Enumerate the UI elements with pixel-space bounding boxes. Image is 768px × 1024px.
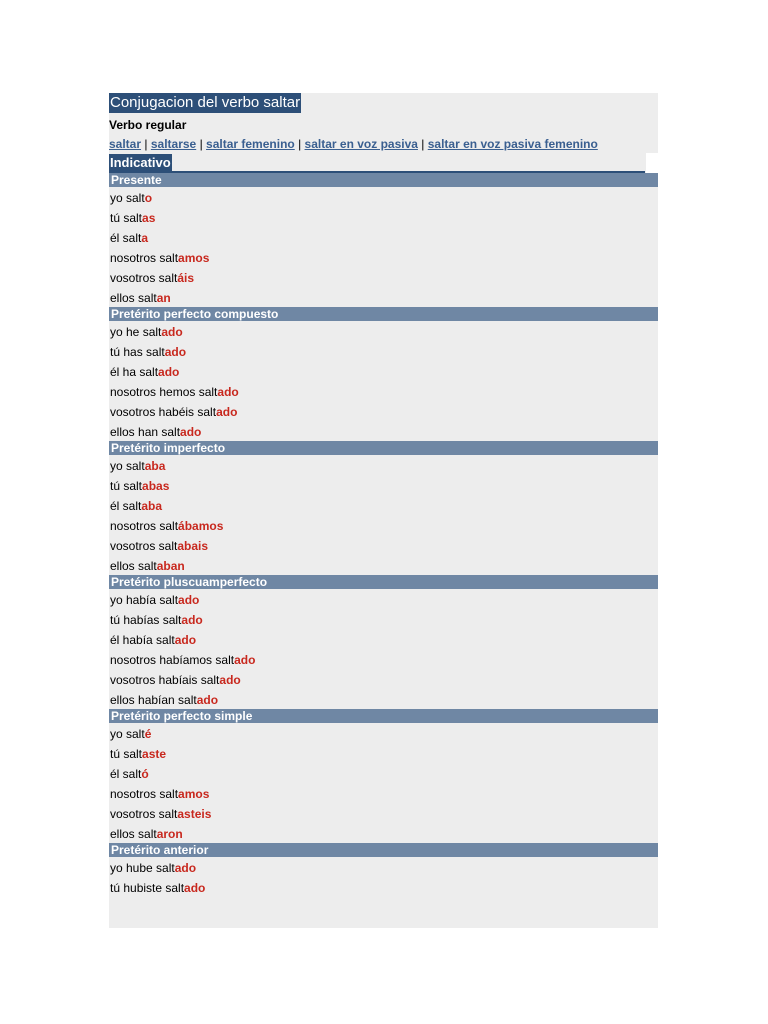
- link-saltar-femenino[interactable]: saltar femenino: [206, 137, 295, 151]
- tense-section: [109, 173, 658, 307]
- link-saltar-voz-pasiva[interactable]: saltar en voz pasiva: [304, 137, 418, 151]
- verb-ending: aba: [144, 459, 166, 473]
- verb-stem: él salt: [110, 767, 142, 781]
- verb-stem: yo salt: [110, 727, 145, 741]
- verb-stem: él ha salt: [110, 365, 159, 379]
- conjugation-row: [109, 267, 658, 287]
- conjugation-row: [109, 187, 658, 207]
- verb-stem: vosotros salt: [110, 271, 178, 285]
- tense-header: Pretérito pluscuamperfecto: [109, 575, 658, 589]
- conjugation-row: [109, 743, 658, 763]
- tense-section: [109, 575, 658, 709]
- conjugation-row: [109, 247, 658, 267]
- tense-section: [109, 307, 658, 441]
- conjugation-row: [109, 689, 658, 709]
- conjugation-row: [109, 629, 658, 649]
- conjugation-row: [109, 361, 658, 381]
- verb-stem: ellos habían salt: [110, 693, 197, 707]
- verb-ending: ado: [219, 673, 241, 687]
- verb-ending: an: [156, 291, 171, 305]
- verb-stem: ellos salt: [110, 291, 157, 305]
- mood-header: [109, 154, 658, 173]
- conjugation-row: [109, 535, 658, 555]
- tense-header: Presente: [109, 173, 658, 187]
- verb-stem: nosotros salt: [110, 787, 179, 801]
- conjugation-row: [109, 287, 658, 307]
- tense-section: [109, 441, 658, 575]
- conjugation-row: [109, 857, 658, 877]
- verb-stem: yo había salt: [110, 593, 179, 607]
- verb-stem: nosotros salt: [110, 519, 179, 533]
- link-separator: |: [421, 137, 425, 151]
- verb-stem: vosotros salt: [110, 807, 178, 821]
- mood-divider-gap: [646, 153, 658, 173]
- verb-type-label: Verbo regular: [109, 118, 187, 132]
- verb-stem: vosotros salt: [110, 539, 178, 553]
- verb-ending: ado: [174, 633, 197, 647]
- verb-ending: amos: [178, 787, 210, 801]
- related-links: [109, 134, 609, 154]
- verb-ending: ado: [180, 425, 202, 439]
- verb-ending: asteis: [177, 807, 212, 821]
- verb-stem: nosotros hemos salt: [110, 385, 218, 399]
- verb-stem: nosotros salt: [110, 251, 179, 265]
- conjugation-row: [109, 555, 658, 575]
- mood-title: Indicativo: [110, 155, 171, 170]
- verb-stem: tú has salt: [110, 345, 165, 359]
- conjugation-row: [109, 455, 658, 475]
- verb-stem: él salt: [110, 499, 142, 513]
- verb-ending: amos: [178, 251, 210, 265]
- conjugation-row: [109, 783, 658, 803]
- page-title: Conjugacion del verbo saltar: [110, 94, 301, 111]
- link-separator: |: [298, 137, 302, 151]
- verb-ending: ado: [178, 593, 200, 607]
- mood-divider: [109, 171, 645, 173]
- verb-stem: ellos han salt: [110, 425, 181, 439]
- verb-ending: aste: [142, 747, 167, 761]
- verb-ending: ado: [161, 325, 183, 339]
- conjugation-row: [109, 401, 658, 421]
- verb-stem: tú salt: [110, 479, 143, 493]
- verb-stem: vosotros habíais salt: [110, 673, 220, 687]
- conjugation-row: [109, 723, 658, 743]
- verb-stem: ellos salt: [110, 559, 157, 573]
- verb-ending: ado: [234, 653, 256, 667]
- verb-ending: aba: [141, 499, 163, 513]
- verb-stem: nosotros habíamos salt: [110, 653, 235, 667]
- conjugation-row: [109, 227, 658, 247]
- verb-ending: ó: [141, 767, 149, 781]
- conjugation-row: [109, 823, 658, 843]
- verb-stem: yo hube salt: [110, 861, 175, 875]
- conjugation-row: [109, 589, 658, 609]
- conjugation-row: [109, 321, 658, 341]
- verb-stem: él salt: [110, 231, 142, 245]
- verb-ending: abais: [177, 539, 209, 553]
- verb-ending: as: [142, 211, 156, 225]
- conjugation-row: [109, 475, 658, 495]
- verb-stem: yo he salt: [110, 325, 162, 339]
- verb-stem: él había salt: [110, 633, 175, 647]
- verb-ending: ado: [174, 861, 197, 875]
- conjugation-row: [109, 763, 658, 783]
- tense-section: [109, 709, 658, 843]
- conjugation-document: [109, 93, 658, 928]
- verb-ending: áis: [177, 271, 195, 285]
- link-saltarse[interactable]: saltarse: [150, 137, 197, 151]
- verb-ending: o: [144, 191, 153, 205]
- verb-stem: ellos salt: [110, 827, 157, 841]
- verb-ending: abas: [142, 479, 170, 493]
- tense-header: Pretérito imperfecto: [109, 441, 658, 455]
- conjugation-row: [109, 803, 658, 823]
- verb-stem: tú habías salt: [110, 613, 182, 627]
- tense-header: Pretérito anterior: [109, 843, 658, 857]
- conjugation-row: [109, 495, 658, 515]
- verb-stem: tú salt: [110, 211, 143, 225]
- verb-ending: é: [144, 727, 152, 741]
- conjugation-row: [109, 669, 658, 689]
- conjugation-row: [109, 381, 658, 401]
- link-saltar[interactable]: saltar: [109, 137, 142, 151]
- conjugation-row: [109, 649, 658, 669]
- verb-ending: ado: [181, 613, 203, 627]
- verb-stem: yo salt: [110, 459, 145, 473]
- verb-ending: ado: [158, 365, 180, 379]
- link-separator: |: [144, 137, 148, 151]
- conjugation-row: [109, 609, 658, 629]
- conjugation-row: [109, 515, 658, 535]
- link-separator: |: [199, 137, 203, 151]
- verb-stem: vosotros habéis salt: [110, 405, 217, 419]
- conjugation-row: [109, 421, 658, 441]
- tense-header: Pretérito perfecto compuesto: [109, 307, 658, 321]
- verb-ending: ado: [217, 385, 239, 399]
- tense-section: [109, 843, 658, 897]
- verb-ending: ado: [184, 881, 206, 895]
- verb-stem: tú salt: [110, 747, 143, 761]
- verb-stem: tú hubiste salt: [110, 881, 185, 895]
- tense-header: Pretérito perfecto simple: [109, 709, 658, 723]
- verb-ending: ado: [196, 693, 219, 707]
- verb-ending: ado: [216, 405, 238, 419]
- verb-ending: aban: [156, 559, 185, 573]
- verb-ending: a: [141, 231, 149, 245]
- conjugation-row: [109, 341, 658, 361]
- verb-ending: aron: [156, 827, 183, 841]
- verb-stem: yo salt: [110, 191, 145, 205]
- verb-ending: ado: [164, 345, 187, 359]
- verb-ending: ábamos: [178, 519, 224, 533]
- link-saltar-voz-pasiva-femenino[interactable]: saltar en voz pasiva femenino: [427, 137, 598, 151]
- conjugation-row: [109, 207, 658, 227]
- tense-list: [109, 173, 658, 897]
- conjugation-row: [109, 877, 658, 897]
